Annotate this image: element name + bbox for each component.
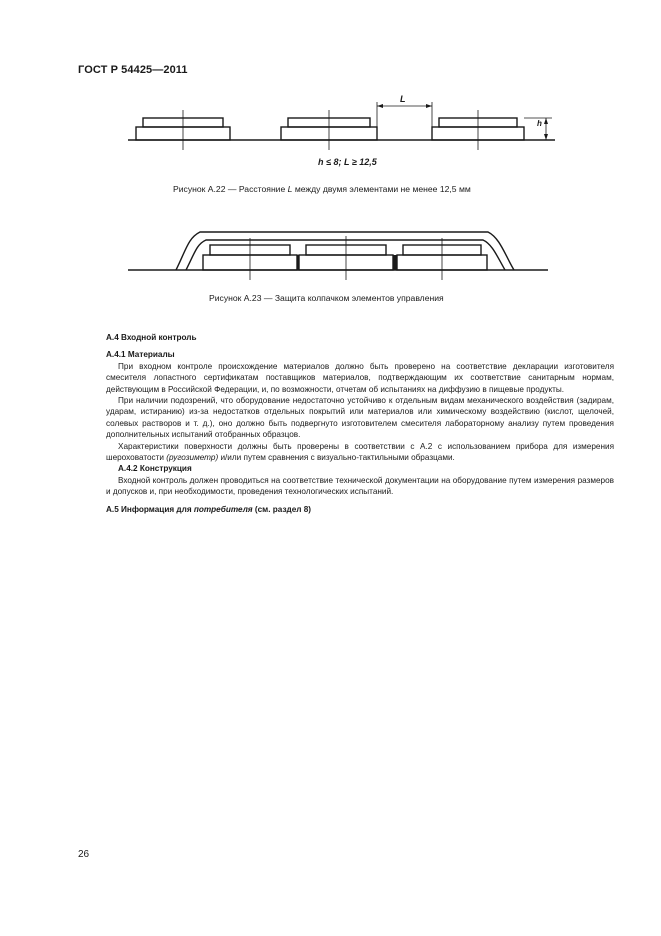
paragraph-3-part-a: Характеристики поверхности должны быть проверены в соответствии с А.2 с использованием прибора для измерения шероховатости xyxy=(106,441,614,463)
section-a5-title xyxy=(106,504,614,515)
a5-title-part-a: А.5 Информация для xyxy=(106,504,194,514)
a5-title-part-c: (см. раздел 8) xyxy=(252,504,312,514)
section-a4-body xyxy=(106,332,614,515)
section-a41-paragraph-1: При входном контроле происхождение материалов должно быть проверено на соответствие декларации изготовителя смесителя лопастного сертификатам поставщиков материалов, подтверждающим их соответствие санитарным нормам, действующим в Российской Федерации, и, по возможности, отчетам об испытаниях на диффузию в пищевые продукты. xyxy=(106,361,614,394)
figure-a23-drawing xyxy=(0,0,661,300)
section-a41-paragraph-3 xyxy=(106,441,614,464)
section-a42-title: А.4.2 Конструкция xyxy=(118,464,192,474)
caption-suffix: между двумя элементами не менее 12,5 мм xyxy=(292,184,471,194)
paragraph-3-part-c: и/или путем сравнения с визуально-тактильными образцами. xyxy=(218,453,455,463)
caption-variable: L xyxy=(287,184,293,194)
section-a41-paragraph-2: При наличии подозрений, что оборудование недостаточно устойчиво к отдельным видам механического воздействия (задирам, ударам, истиранию) из-за недостатков отдельных покрытий или материалов или химическому воздействию (кислот, щелочей, солевых растворов и т. д.), оно должно быть подвергнуто изготовителем смесителя лабораторному анализу путем проведения дополнительных испытаний отобранных образцов. xyxy=(106,396,614,440)
section-a41-title: А.4.1 Материалы xyxy=(106,350,175,360)
section-a4-title: А.4 Входной контроль xyxy=(106,333,197,342)
dimension-label-h: h xyxy=(537,119,542,128)
document-code: ГОСТ Р 54425—2011 xyxy=(78,64,188,76)
page-number: 26 xyxy=(78,849,90,860)
caption-prefix: Рисунок А.22 — Расстояние xyxy=(173,184,288,194)
dimension-label-l: L xyxy=(400,94,406,104)
a5-title-italic: потребителя xyxy=(193,504,253,514)
figure-a23-caption: Рисунок А.23 — Защита колпачком элементов управления xyxy=(209,293,444,303)
section-a42-paragraph-1: Входной контроль должен проводиться на соответствие технической документации на оборудование путем измерения размеров и допусков и, при необходимости, проведения технологических испытаний. xyxy=(106,475,614,497)
figure-a22-formula: h ≤ 8; L ≥ 12,5 xyxy=(318,157,377,167)
paragraph-3-italic: (ругозиметр) xyxy=(166,453,219,463)
